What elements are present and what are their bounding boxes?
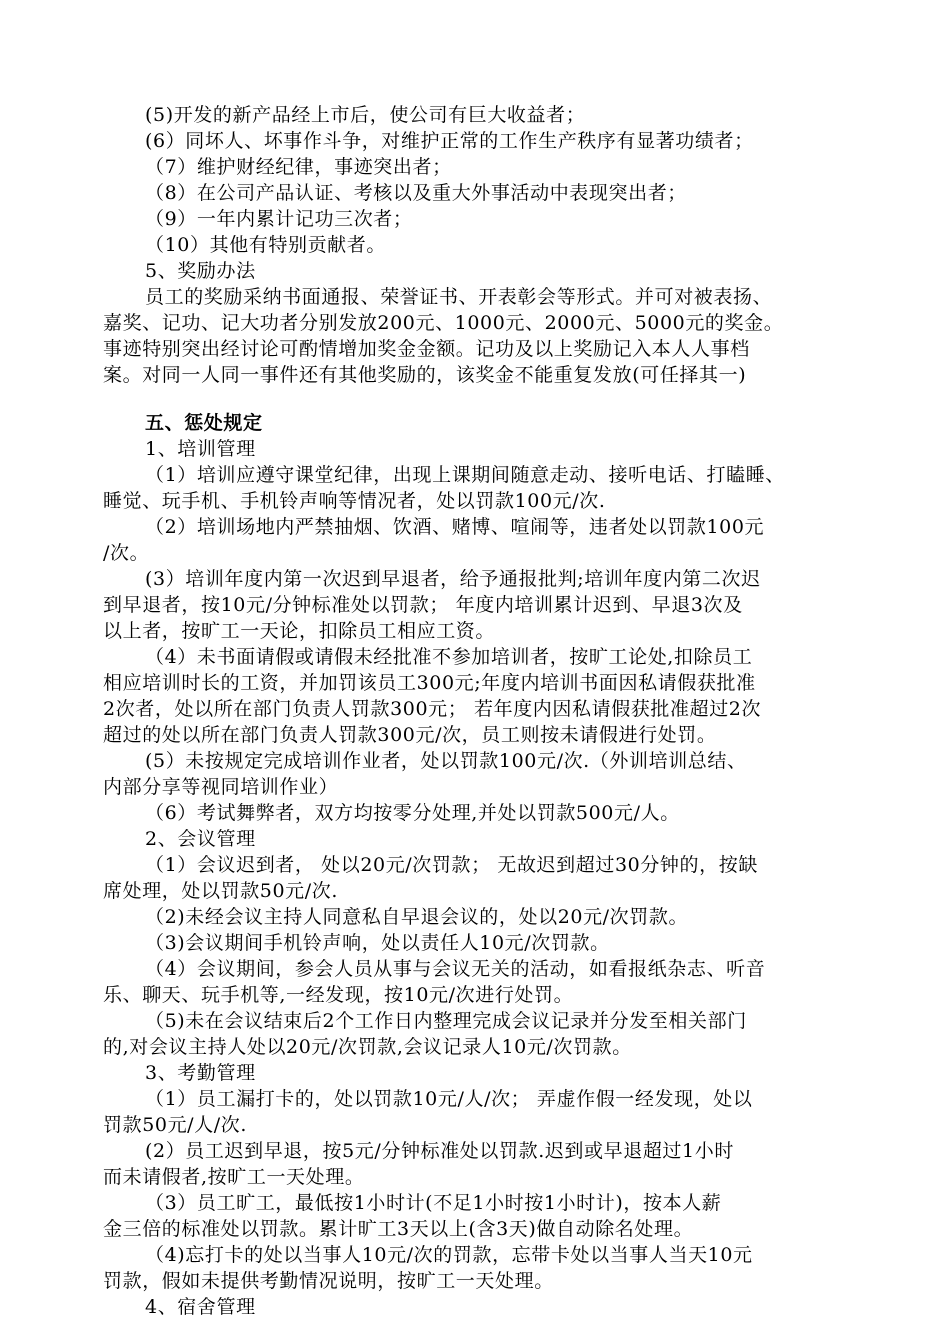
text-line: 以上者，按旷工一天论，扣除员工相应工资。 xyxy=(103,620,496,642)
section-heading: 1、培训管理 xyxy=(145,438,256,460)
text-line: 2次者，处以所在部门负责人罚款300元； 若年度内因私请假获批准超过2次 xyxy=(103,698,762,720)
text-line: （10）其他有特别贡献者。 xyxy=(145,234,386,256)
text-line: （7）维护财经纪律，事迹突出者； xyxy=(145,156,452,178)
text-line: 案。对同一人同一事件还有其他奖励的，该奖金不能重复发放(可任择其一) xyxy=(103,364,747,386)
text-line: 席处理，处以罚款50元/次. xyxy=(103,880,339,902)
section-heading: 3、考勤管理 xyxy=(145,1062,256,1084)
section-heading: 4、宿舍管理 xyxy=(145,1296,256,1318)
text-line: （4)忘打卡的处以当事人10元/次的罚款，忘带卡处以当事人当天10元 xyxy=(145,1244,753,1266)
text-line: （2)未经会议主持人同意私自早退会议的，处以20元/次罚款。 xyxy=(145,906,689,928)
text-line: /次。 xyxy=(103,542,150,564)
text-line: （9）一年内累计记功三次者； xyxy=(145,208,413,230)
text-line: （6）考试舞弊者，双方均按零分处理,并处以罚款500元/人。 xyxy=(145,802,680,824)
text-line: (3）培训年度内第一次迟到早退者，给予通报批判;培训年度内第二次迟 xyxy=(145,568,761,590)
text-line: 相应培训时长的工资，并加罚该员工300元;年度内培训书面因私请假获批准 xyxy=(103,672,756,694)
text-line: 到早退者，按10元/分钟标准处以罚款； 年度内培训累计迟到、早退3次及 xyxy=(103,594,743,616)
text-line: （3）员工旷工，最低按1小时计(不足1小时按1小时计)，按本人薪 xyxy=(145,1192,722,1214)
text-line: （1）会议迟到者， 处以20元/次罚款； 无故迟到超过30分钟的，按缺 xyxy=(145,854,758,876)
text-line: 金三倍的标准处以罚款。累计旷工3天以上(含3天)做自动除名处理。 xyxy=(103,1218,694,1240)
text-line: 员工的奖励采纳书面通报、荣誉证书、开表彰会等形式。并可对被表扬、 xyxy=(145,286,773,308)
text-line: （5)未在会议结束后2个工作日内整理完成会议记录并分发至相关部门 xyxy=(145,1010,747,1032)
section-heading: 2、会议管理 xyxy=(145,828,256,850)
text-line: (5）未按规定完成培训作业者，处以罚款100元/次.（外训培训总结、 xyxy=(145,750,747,772)
text-line: (6）同坏人、坏事作斗争，对维护正常的工作生产秩序有显著功绩者； xyxy=(145,130,754,152)
text-line: （1）培训应遵守课堂纪律，出现上课期间随意走动、接听电话、打瞌睡、 xyxy=(145,464,785,486)
text-line: 的,对会议主持人处以20元/次罚款,会议记录人10元/次罚款。 xyxy=(103,1036,632,1058)
text-line: (2）员工迟到早退，按5元/分钟标准处以罚款.迟到或早退超过1小时 xyxy=(145,1140,734,1162)
text-line: （2）培训场地内严禁抽烟、饮酒、赌博、喧闹等，违者处以罚款100元 xyxy=(145,516,765,538)
text-line: 超过的处以所在部门负责人罚款300元/次，员工则按未请假进行处罚。 xyxy=(103,724,717,746)
text-line: 事迹特别突出经讨论可酌情增加奖金金额。记功及以上奖励记入本人人事档 xyxy=(103,338,750,360)
text-line: 睡觉、玩手机、手机铃声响等情况者，处以罚款100元/次. xyxy=(103,490,606,512)
chapter-heading: 五、惩处规定 xyxy=(145,412,263,434)
text-line: 内部分享等视同培训作业） xyxy=(103,776,339,798)
text-line: 而未请假者,按旷工一天处理。 xyxy=(103,1166,365,1188)
text-line: 罚款50元/人/次. xyxy=(103,1114,248,1136)
text-line: 罚款，假如未提供考勤情况说明，按旷工一天处理。 xyxy=(103,1270,554,1292)
text-line: （4）会议期间，参会人员从事与会议无关的活动，如看报纸杂志、听音 xyxy=(145,958,766,980)
text-line: 嘉奖、记功、记大功者分别发放200元、1000元、2000元、5000元的奖金。 xyxy=(103,312,784,334)
text-line: 乐、聊天、玩手机等,一经发现，按10元/次进行处罚。 xyxy=(103,984,574,1006)
text-line: （4）未书面请假或请假未经批准不参加培训者，按旷工论处,扣除员工 xyxy=(145,646,753,668)
text-line: （8）在公司产品认证、考核以及重大外事活动中表现突出者； xyxy=(145,182,687,204)
text-line: （1）员工漏打卡的，处以罚款10元/人/次； 弄虚作假一经发现，处以 xyxy=(145,1088,753,1110)
text-line: (5)开发的新产品经上市后，使公司有巨大收益者； xyxy=(145,104,586,126)
text-line: （3)会议期间手机铃声响，处以责任人10元/次罚款。 xyxy=(145,932,610,954)
section-heading: 5、奖励办法 xyxy=(145,260,256,282)
